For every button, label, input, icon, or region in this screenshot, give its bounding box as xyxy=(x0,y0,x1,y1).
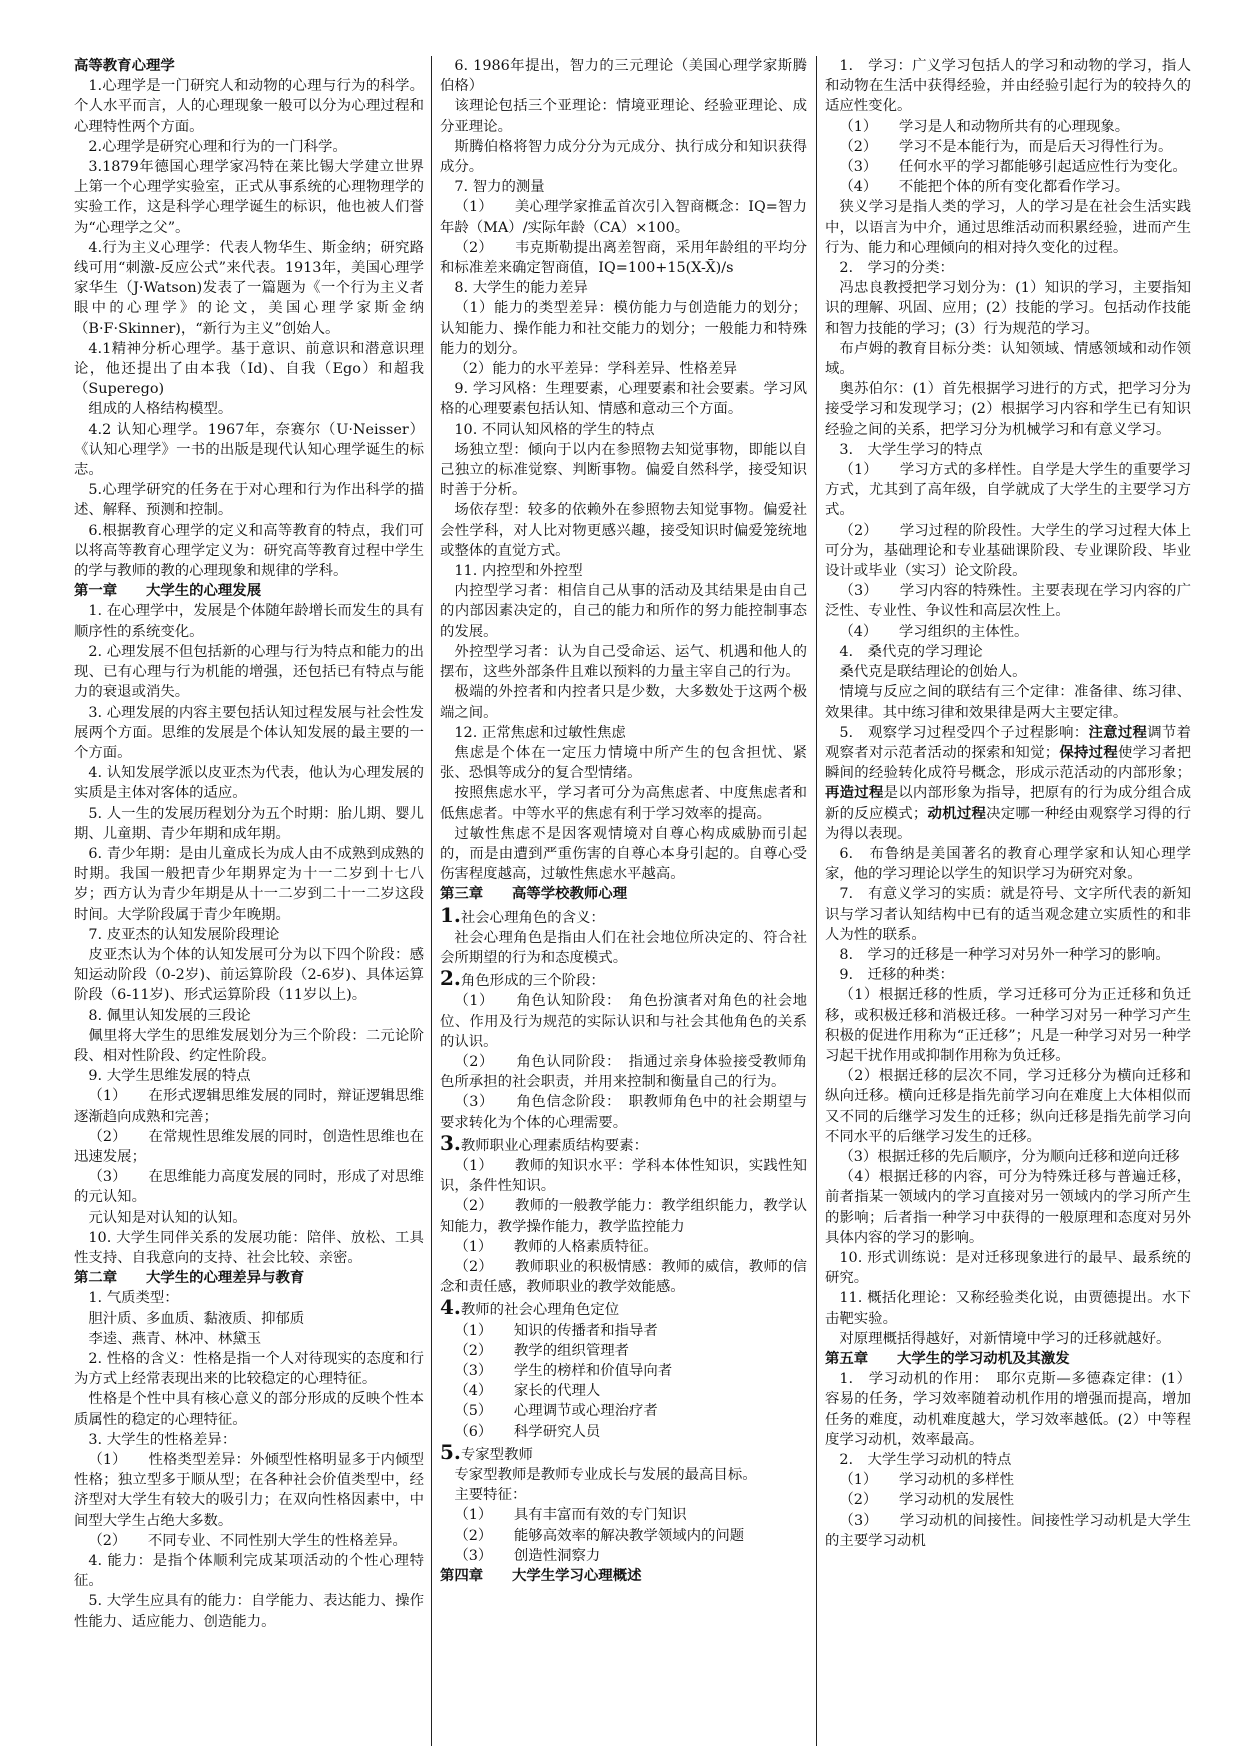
paragraph: 2. 学习的分类： xyxy=(839,260,954,277)
paragraph: 皮亚杰认为个体的认知发展可分为以下四个阶段：感知运动阶段（0-2岁)、前运算阶段（2-6岁)、具体运算阶段（6-11岁)、形式运算阶段（11岁以上)。 xyxy=(74,946,424,1004)
paragraph: 场依存型：较多的依赖外在参照物去知觉事物。偏爱社会性学科，对人比对物更感兴趣，接受知识时偏爱笼统地或整体的直觉方式。 xyxy=(440,502,807,559)
paragraph: 10. 形式训练说：是对迁移现象进行的最早、最系统的研究。 xyxy=(825,1249,1191,1287)
paragraph: 3. 大学生的性格差异： xyxy=(88,1431,237,1448)
paragraph: 4. 认知发展学派以皮亚杰为代表，他认为心理发展的实质是主体对客体的适应。 xyxy=(74,765,424,802)
paragraph: 组成的人格结构模型。 xyxy=(88,401,233,418)
paragraph: （2）根据迁移的层次不同，学习迁移分为横向迁移和纵向迁移。横向迁移是指先前学习向在难度上大体相似而又不同的后继学习发生的迁移；纵向迁移是指先前学习向不同水平的后继学习发生的迁移。 xyxy=(825,1068,1191,1145)
paragraph: （4） 不能把个体的所有变化都看作学习。 xyxy=(839,179,1130,196)
paragraph: 2. 大学生学习动机的特点 xyxy=(839,1452,1012,1469)
column-divider xyxy=(431,56,432,1746)
paragraph: （2）能力的水平差异：学科差异、性格差异 xyxy=(454,361,737,378)
paragraph: 8. 大学生的能力差异 xyxy=(454,280,588,297)
item-number: 1. xyxy=(440,902,461,927)
item-number: 2. xyxy=(440,966,461,991)
item-text: 角色形成的三个阶段： xyxy=(460,973,605,990)
paragraph: （5） 心理调节或心理治疗者 xyxy=(454,1403,658,1420)
paragraph: （1） 具有丰富而有效的专门知识 xyxy=(454,1507,687,1524)
numbered-subheading xyxy=(440,1297,807,1320)
bold-term: 注意过程 xyxy=(1088,723,1148,741)
item-number: 3. xyxy=(440,1130,461,1155)
paragraph: 胆汁质、多血质、黏液质、抑郁质 xyxy=(88,1310,305,1327)
paragraph: 10. 大学生同伴关系的发展功能：陪伴、放松、工具性支持、自我意向的支持、社会比较、亲密。 xyxy=(74,1229,424,1266)
paragraph: （2） 不同专业、不同性别大学生的性格差异。 xyxy=(88,1532,407,1549)
paragraph: （2） 能够高效率的解决教学领域内的问题 xyxy=(454,1527,745,1544)
paragraph: （1） 教师的人格素质特征。 xyxy=(454,1238,658,1255)
paragraph: 7. 智力的测量 xyxy=(454,179,545,196)
paragraph: 6.根据教育心理学的定义和高等教育的特点，我们可以将高等教育心理学定义为：研究高等教育过程中学生的学与教师的教的心理现象和规律的学科。 xyxy=(74,522,424,580)
paragraph: （1） 性格类型差异：外倾型性格明显多于内倾型性格；独立型多于顺从型；在各种社会价值类型中，经济型对大学生有较大的吸引力；在双向性格因素中，中间型大学生占绝大多数。 xyxy=(74,1452,424,1529)
paragraph: 主要特征： xyxy=(454,1487,527,1504)
paragraph: （3） 角色信念阶段： 职教师角色中的社会期望与要求转化为个体的心理需要。 xyxy=(440,1094,807,1131)
paragraph: （2） 韦克斯勒提出离差智商，采用年龄组的平均分和标准差来确定智商值，IQ=100+15(X-X̄)/s xyxy=(440,239,807,277)
paragraph: （6） 科学研究人员 xyxy=(454,1423,601,1440)
paragraph: （3）根据迁移的先后顺序，分为顺向迁移和逆向迁移 xyxy=(839,1148,1180,1165)
text-run: 决定哪一种经由观察学习得的行为得以表现。 xyxy=(825,805,1191,842)
paragraph: 2. 性格的含义：性格是指一个人对待现实的态度和行为方式上经常表现出来的比较稳定的心理特征。 xyxy=(74,1351,424,1388)
paragraph: 8. 学习的迁移是一种学习对另外一种学习的影响。 xyxy=(839,946,1170,963)
paragraph: （3） 任何水平的学习都能够引起适应性行为变化。 xyxy=(839,159,1187,176)
paragraph: （3） 学习内容的特殊性。主要表现在学习内容的广泛性、专业性、争议性和高层次性上。 xyxy=(825,583,1191,620)
text-column-2 xyxy=(440,56,807,1746)
paragraph: （3） 创造性洞察力 xyxy=(454,1547,601,1564)
paragraph: （1） 学习方式的多样性。自学是大学生的重要学习方式，尤其到了高年级，自学就成了大学生的主要学习方式。 xyxy=(825,462,1191,519)
paragraph: （1） 在形式逻辑思维发展的同时，辩证逻辑思维逐渐趋向成熟和完善； xyxy=(74,1088,424,1125)
paragraph: （2） 教师职业的积极情感：教师的威信，教师的信念和责任感，教师职业的教学效能感。 xyxy=(440,1258,807,1296)
item-text: 教师职业心理素质结构要素： xyxy=(460,1137,648,1154)
paragraph: （2） 教师的一般教学能力：教学组织能力，教学认知能力，教学操作能力，教学监控能力 xyxy=(440,1198,807,1235)
paragraph: 过敏性焦虑不是因客观情境对自尊心构成威胁而引起的，而是由遭到严重伤害的自尊心本身引起的。自尊心受伤害程度越高，过敏性焦虑水平越高。 xyxy=(440,825,807,883)
paragraph: （1） 美心理学家推孟首次引入智商概念：IQ=智力年龄（MA）/实际年龄（CA）×100。 xyxy=(440,199,807,236)
item-text: 教师的社会心理角色定位 xyxy=(460,1302,620,1319)
paragraph: 5. 人一生的发展历程划分为五个时期：胎儿期、婴儿期、儿童期、青少年期和成年期。 xyxy=(74,805,424,842)
paragraph: 斯腾伯格将智力成分分为元成分、执行成分和知识获得成分。 xyxy=(440,138,807,176)
paragraph: 佩里将大学生的思维发展划分为三个阶段：二元论阶段、相对性阶段、约定性阶段。 xyxy=(74,1027,424,1064)
paragraph: 性格是个性中具有核心意义的部分形成的反映个性本质属性的稳定的心理特征。 xyxy=(74,1391,424,1428)
section-heading: 第三章 高等学校教师心理 xyxy=(440,886,628,903)
column-divider xyxy=(816,56,817,1746)
paragraph: 11. 内控型和外控型 xyxy=(454,563,583,580)
numbered-subheading xyxy=(440,1439,807,1465)
paragraph: 情境与反应之间的联结有三个定律：准备律、练习律、效果律。其中练习律和效果律是两大主要定律。 xyxy=(825,684,1191,721)
paragraph: （1） 角色认知阶段： 角色扮演者对角色的社会地位、作用及行为规范的实际认识和与社会其他角色的关系的认识。 xyxy=(440,993,807,1050)
paragraph: 5.心理学研究的任务在于对心理和行为作出科学的描述、解释、预测和控制。 xyxy=(74,482,424,519)
text-column-1 xyxy=(74,56,424,1746)
paragraph: （2） 角色认同阶段： 指通过亲身体验接受教师角色所承担的社会职责，并用来控制和衡量自己的行为。 xyxy=(440,1053,807,1091)
section-heading: 第四章 大学生学习心理概述 xyxy=(440,1568,642,1585)
paragraph: 李逵、燕青、林冲、林黛玉 xyxy=(88,1330,262,1347)
bold-term: 动机过程 xyxy=(927,804,987,822)
paragraph: 6. 1986年提出，智力的三元理论（美国心理学家斯腾伯格） xyxy=(440,58,807,95)
section-heading: 第一章 大学生的心理发展 xyxy=(74,583,262,600)
bold-term: 保持过程 xyxy=(1059,743,1118,761)
paragraph: 9. 大学生思维发展的特点 xyxy=(88,1068,251,1085)
text-run: 使学习者把瞬间的经验转化成符号概念，形成示范活动的内部形象； xyxy=(825,744,1191,782)
paragraph: 狭义学习是指人类的学习，人的学习是在社会生活实践中，以语言为中介，通过思维活动而积累经验，进而产生行为、能力和心理倾向的相对持久变化的过程。 xyxy=(825,199,1191,256)
paragraph: （1） 教师的知识水平：学科本体性知识，实践性知识，条件性知识。 xyxy=(440,1157,807,1195)
paragraph: 按照焦虑水平，学习者可分为高焦虑者、中度焦虑者和低焦虑者。中等水平的焦虑有利于学习效率的提高。 xyxy=(440,785,807,822)
paragraph: 3. 大学生学习的特点 xyxy=(839,441,983,458)
paragraph: （4） 学习组织的主体性。 xyxy=(839,623,1029,640)
paragraph: 1. 学习动机的作用： 耶尔克斯—多德森定律：(1）容易的任务，学习效率随着动机作用的增强而提高，增加任务的难度，动机难度越大，学习效率越低。(2）中等程度学习动机，效率最高。 xyxy=(825,1371,1191,1448)
paragraph: （2） 学习动机的发展性 xyxy=(839,1492,1015,1509)
paragraph xyxy=(825,723,1191,844)
paragraph: 8. 佩里认知发展的三段论 xyxy=(88,1007,251,1024)
paragraph: 该理论包括三个亚理论：情境亚理论、经验亚理论、成分亚理论。 xyxy=(440,98,807,135)
paragraph: 元认知是对认知的认知。 xyxy=(88,1209,247,1226)
paragraph: 专家型教师是教师专业成长与发展的最高目标。 xyxy=(454,1467,757,1484)
numbered-subheading xyxy=(440,968,807,991)
paragraph: （1）能力的类型差异：模仿能力与创造能力的划分；认知能力、操作能力和社交能力的划分；一般能力和特殊能力的划分。 xyxy=(440,300,807,357)
paragraph: 4. 能力：是指个体顺利完成某项活动的个性心理特征。 xyxy=(74,1553,424,1590)
paragraph: 2. 心理发展不但包括新的心理与行为特点和能力的出现、已有心理与行为机能的增强，还包括已有特点与能力的衰退或消失。 xyxy=(74,643,424,701)
paragraph: 奥苏伯尔：(1）首先根据学习进行的方式，把学习分为接受学习和发现学习；(2）根据学习内容和学生已有知识经验之间的关系，把学习分为机械学习和有意义学习。 xyxy=(825,381,1191,438)
paragraph: 内控型学习者：相信自己从事的活动及其结果是由自己的内部因素决定的，自己的能力和所作的努力能控制事态的发展。 xyxy=(440,583,807,640)
paragraph: 1. 学习：广义学习包括人的学习和动物的学习，指人和动物在生活中获得经验，并由经验引起行为的较持久的适应性变化。 xyxy=(825,58,1191,115)
item-number: 5. xyxy=(440,1439,461,1464)
paragraph: 1.心理学是一门研究人和动物的心理与行为的科学。个人水平而言，人的心理现象一般可以分为心理过程和心理特性两个方面。 xyxy=(74,78,424,135)
paragraph: （2） 在常规性思维发展的同时，创造性思维也在迅速发展； xyxy=(74,1128,424,1165)
paragraph: 外控型学习者：认为自己受命运、运气、机遇和他人的摆布，这些外部条件且难以预料的力量主宰自己的行为。 xyxy=(440,643,807,681)
paragraph: 12. 正常焦虑和过敏性焦虑 xyxy=(454,724,626,741)
paragraph: 布卢姆的教育目标分类：认知领域、情感领域和动作领域。 xyxy=(825,340,1191,378)
text-column-3 xyxy=(825,56,1191,1746)
paragraph: （3） 学生的榜样和价值导向者 xyxy=(454,1363,673,1379)
paragraph: 焦虑是个体在一定压力情境中所产生的包含担忧、紧张、恐惧等成分的复合型情绪。 xyxy=(440,744,807,782)
item-text: 社会心理角色的含义： xyxy=(460,909,605,926)
bold-term: 再造过程 xyxy=(825,784,884,802)
text-run: 是以内部形象为指导，把原有的行为成分组合成新的反应模式； xyxy=(825,785,1191,822)
paragraph: 4.行为主义心理学：代表人物华生、斯金纳；研究路线可用“刺激-反应公式”来代表。1913年，美国心理学家华生（J·Watson)发表了一篇题为《一个行为主义者眼中的心理学》的论文，美国心理学家斯金纳（B·F·Skinner)，“新行为主义”创始人。 xyxy=(74,239,424,337)
text-run: 调节着观察者对示范者活动的探索和知觉； xyxy=(825,724,1191,761)
paragraph: 11. 概括化理论：又称经验类化说，由贾德提出。水下击靶实验。 xyxy=(825,1290,1191,1327)
paragraph: （1） 知识的传播者和指导者 xyxy=(454,1322,658,1339)
paragraph: 社会心理角色是指由人们在社会地位所决定的、符合社会所期望的行为和态度模式。 xyxy=(440,929,807,966)
paragraph: 1. 气质类型： xyxy=(88,1290,179,1307)
paragraph: 3.1879年德国心理学家冯特在莱比锡大学建立世界上第一个心理学实验室，正式从事系统的心理物理学的实验工作，这是科学心理学诞生的标识，他也被人们誉为“心理学之父”。 xyxy=(74,159,424,236)
paragraph: 1. 在心理学中，发展是个体随年龄增长而发生的具有顺序性的系统变化。 xyxy=(74,603,424,640)
paragraph: 2.心理学是研究心理和行为的一门科学。 xyxy=(88,138,347,155)
paragraph: 7. 有意义学习的实质：就是符号、文字所代表的新知识与学习者认知结构中已有的适当观念建立实质性的和非人为性的联系。 xyxy=(825,886,1191,943)
paragraph: 9. 迁移的种类： xyxy=(839,967,954,984)
paragraph: 5. 大学生应具有的能力：自学能力、表达能力、操作性能力、适应能力、创造能力。 xyxy=(74,1593,424,1630)
text-run: 5. 观察学习过程受四个子过程影响： xyxy=(839,724,1089,741)
paragraph: 冯忠良教授把学习划分为：(1）知识的学习，主要指知识的理解、巩固、应用；(2）技能的学习。包括动作技能和智力技能的学习；(3）行为规范的学习。 xyxy=(825,280,1191,337)
section-heading: 第五章 大学生的学习动机及其激发 xyxy=(825,1351,1070,1367)
paragraph: 4.2 认知心理学。1967年，奈赛尔（U·Neisser）《认知心理学》一书的出版是现代认知心理学诞生的标志。 xyxy=(74,421,424,479)
paragraph: （2） 学习不是本能行为，而是后天习得性行为。 xyxy=(839,138,1173,155)
paragraph: 10. 不同认知风格的学生的特点 xyxy=(454,421,655,438)
paragraph: （4） 家长的代理人 xyxy=(454,1383,601,1400)
section-heading: 第二章 大学生的心理差异与教育 xyxy=(74,1270,305,1287)
paragraph: （1） 学习是人和动物所共有的心理现象。 xyxy=(839,118,1130,135)
paragraph: 场独立型：倾向于以内在参照物去知觉事物，即能以自己独立的标准觉察、判断事物。偏爱自然科学，接受知识时善于分析。 xyxy=(440,441,807,499)
paragraph: 4.1精神分析心理学。基于意识、前意识和潜意识理论，他还提出了由本我（Id)、自我（Ego）和超我（Superego) xyxy=(74,340,424,398)
paragraph: （4）根据迁移的内容，可分为特殊迁移与普遍迁移，前者指某一领域内的学习直接对另一领域内的学习所产生的影响；后者指一种学习中获得的一般原理和态度对另外具体内容的学习的影响。 xyxy=(825,1169,1191,1246)
paragraph: 9. 学习风格：生理要素，心理要素和社会要素。学习风格的心理要素包括认知、情感和意动三个方面。 xyxy=(440,381,807,418)
paragraph: （2） 学习过程的阶段性。大学生的学习过程大体上可分为，基础理论和专业基础课阶段、专业课阶段、毕业设计或毕业（实习）论文阶段。 xyxy=(825,522,1191,580)
numbered-subheading xyxy=(440,1130,807,1156)
paragraph: 7. 皮亚杰的认知发展阶段理论 xyxy=(88,926,280,943)
item-text: 专家型教师 xyxy=(460,1446,533,1463)
paragraph: （1）根据迁移的性质，学习迁移可分为正迁移和负迁移，或积极迁移和消极迁移。一种学习对另一种学习产生积极的促进作用称为“正迁移”；凡是一种学习对另一种学习起干扰作用或抑制作用称为负迁移。 xyxy=(825,987,1191,1064)
paragraph: 6. 青少年期：是由儿童成长为成人由不成熟到成熟的时期。我国一般把青少年期界定为十一二岁到十七八岁；西方认为青少年期是从十一二岁到二十一二岁这段时间。大学阶段属于青少年晚期。 xyxy=(74,845,424,923)
item-number: 4. xyxy=(440,1295,461,1320)
paragraph: 极端的外控者和内控者只是少数，大多数处于这两个极端之间。 xyxy=(440,684,807,721)
paragraph: （2） 教学的组织管理者 xyxy=(454,1342,630,1359)
paragraph: 3. 心理发展的内容主要包括认知过程发展与社会性发展两个方面。思维的发展是个体认知发展的最主要的一个方面。 xyxy=(74,704,424,761)
paragraph: （3） 学习动机的间接性。间接性学习动机是大学生的主要学习动机 xyxy=(825,1512,1191,1549)
numbered-subheading xyxy=(440,902,807,928)
paragraph: 6. 布鲁纳是美国著名的教育心理学家和认知心理学家，他的学习理论以学生的知识学习为研究对象。 xyxy=(825,845,1191,883)
paragraph: （3） 在思维能力高度发展的同时，形成了对思维的元认知。 xyxy=(74,1169,424,1206)
section-heading: 高等教育心理学 xyxy=(74,58,175,74)
paragraph: 4. 桑代克的学习理论 xyxy=(839,643,983,660)
paragraph: （1） 学习动机的多样性 xyxy=(839,1472,1015,1489)
paragraph: 对原理概括得越好，对新情境中学习的迁移就越好。 xyxy=(839,1330,1171,1347)
paragraph: 桑代克是联结理论的创始人。 xyxy=(839,664,1027,681)
